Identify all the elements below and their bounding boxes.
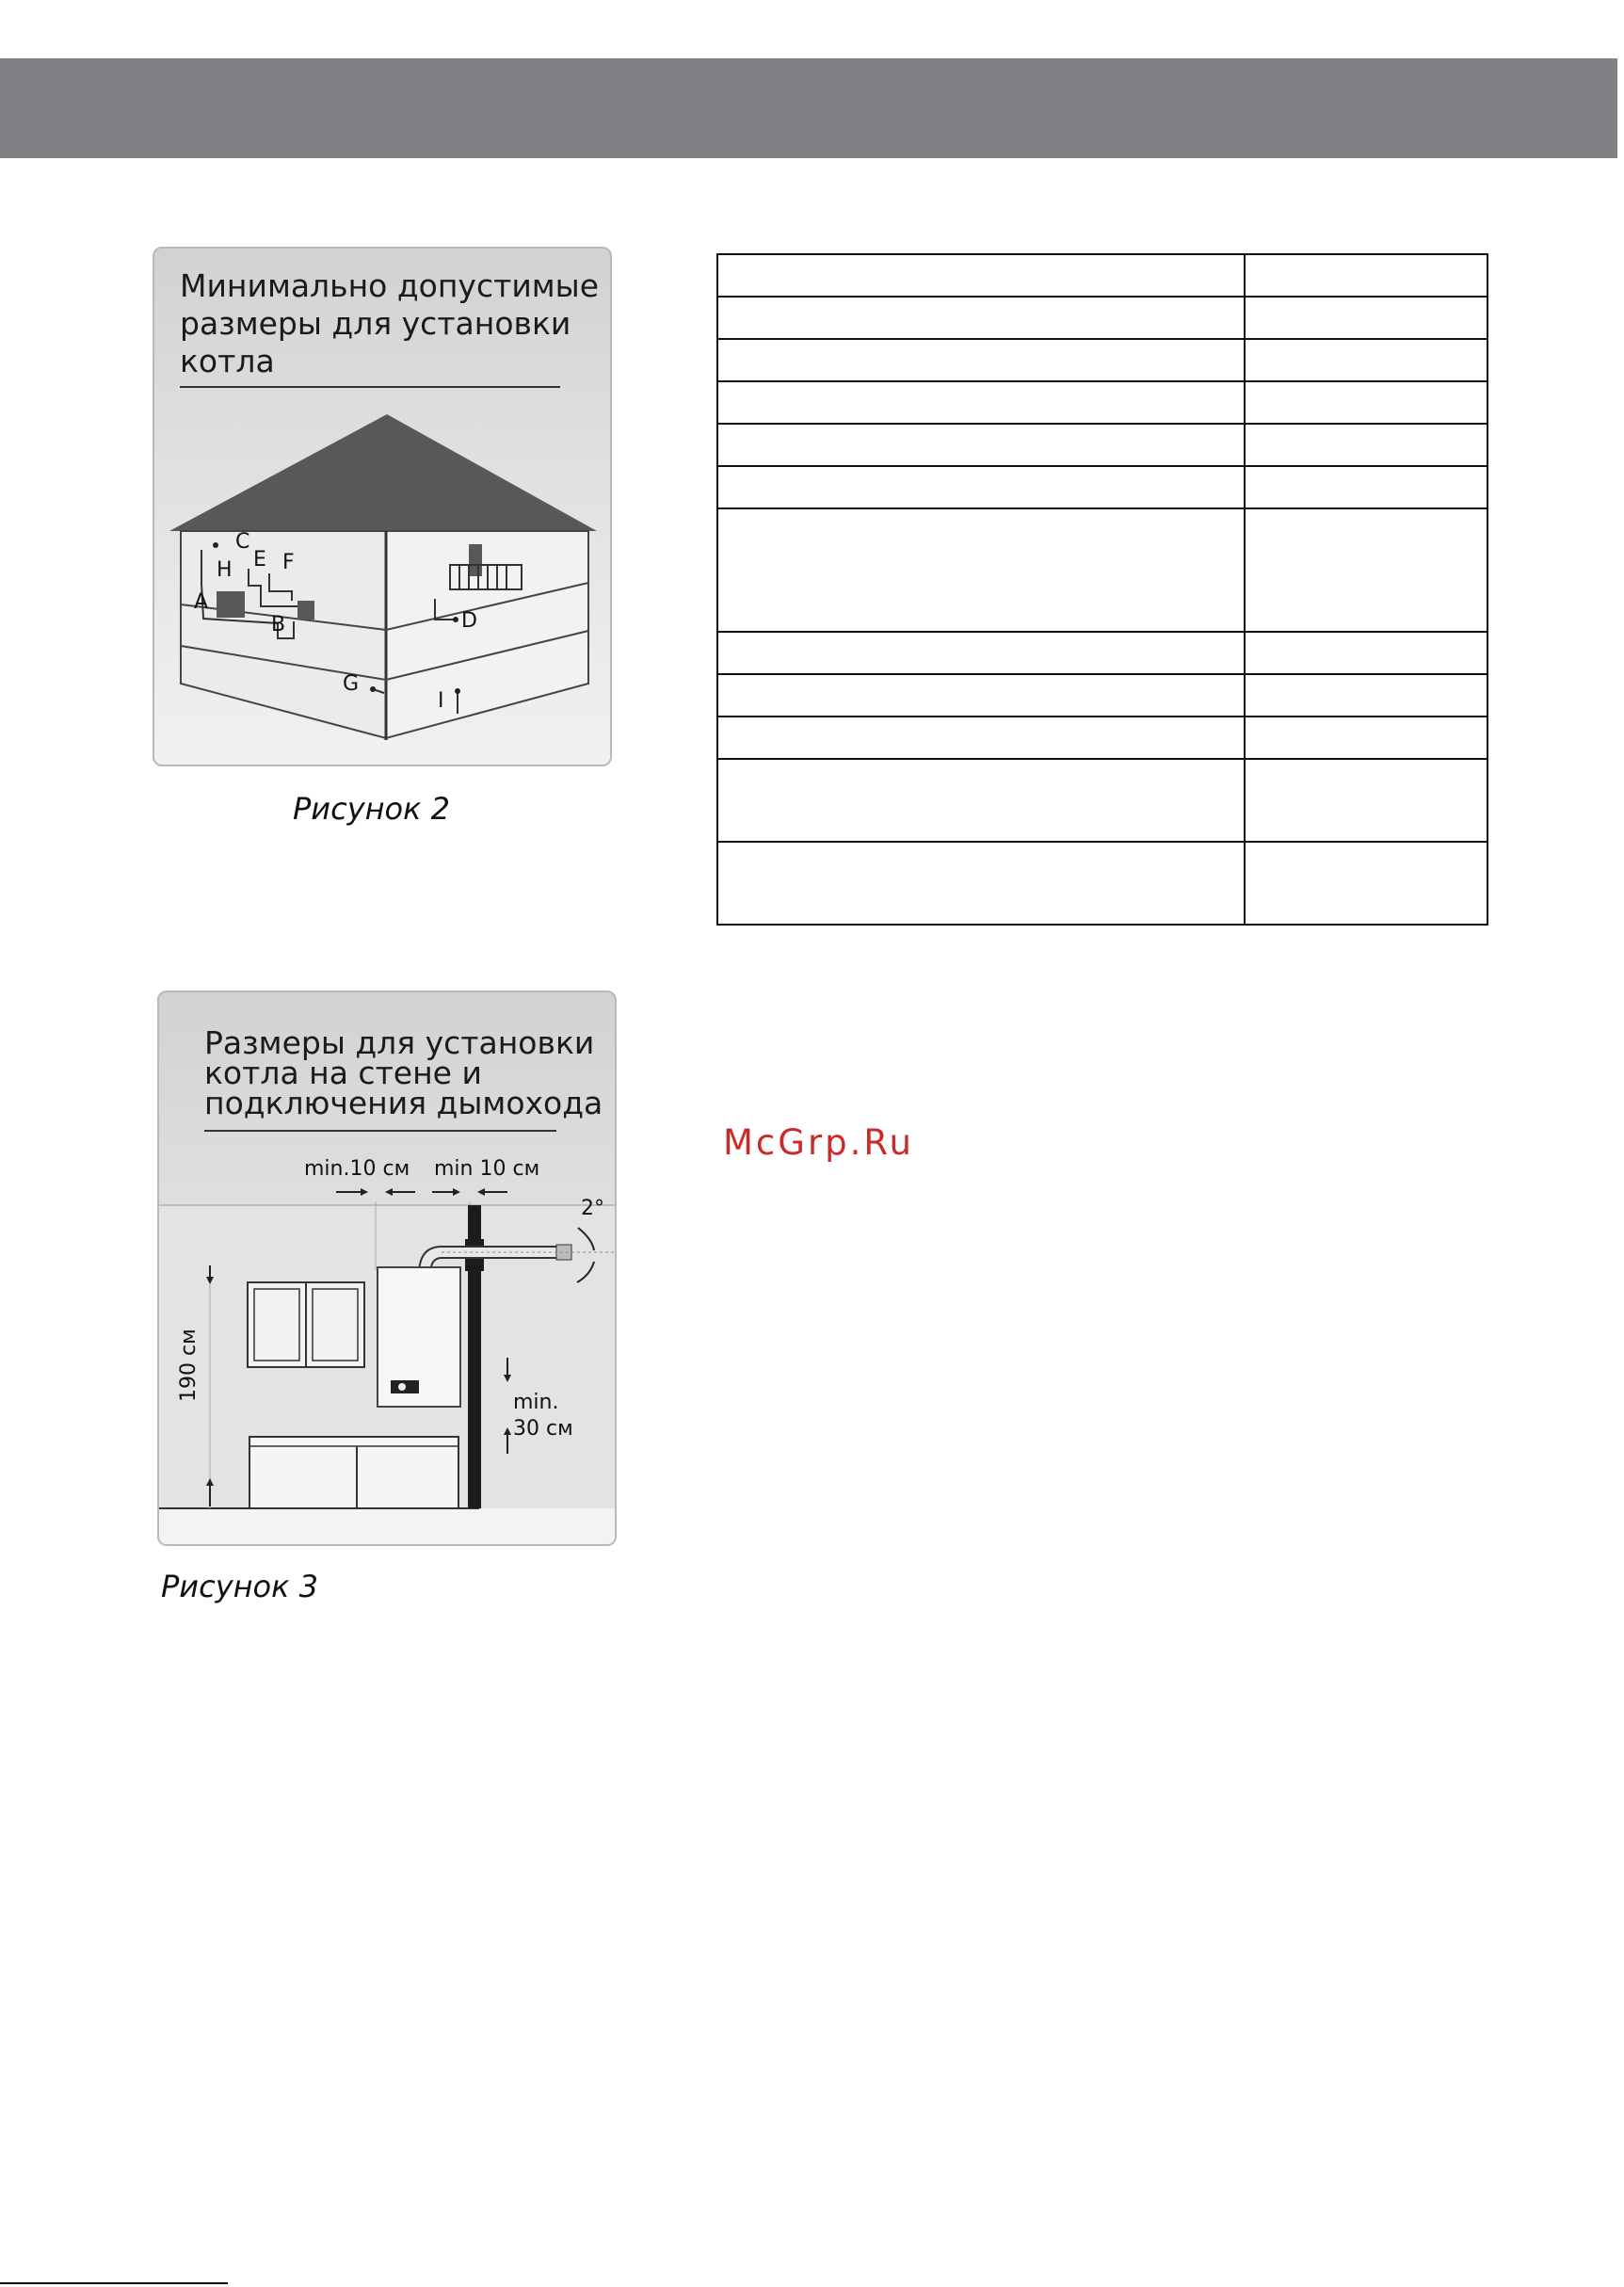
label-d: D [461, 609, 477, 633]
label-e: E [253, 548, 266, 572]
table-row [717, 424, 1487, 466]
window-f [297, 601, 314, 620]
house-right-wall [386, 531, 588, 738]
gap-left-label: min.10 см [304, 1157, 410, 1181]
table-row [717, 339, 1487, 381]
dimensions-table [716, 253, 1488, 926]
table-row [717, 508, 1487, 632]
table-row [717, 254, 1487, 297]
label-g: G [343, 672, 360, 696]
figure-3-caption: Рисунок 3 [161, 1569, 318, 1604]
angle-label: 2° [581, 1197, 604, 1220]
figure-3-title-line1: Размеры для установки [204, 1024, 595, 1061]
label-f: F [282, 551, 295, 574]
footer-rule [0, 2282, 228, 2284]
floor-strip [159, 1508, 615, 1544]
table-row [717, 759, 1487, 842]
house-roof [169, 414, 597, 531]
gap-right-label: min 10 см [434, 1157, 540, 1181]
label-c: C [235, 530, 250, 554]
table-row [717, 717, 1487, 759]
label-b: B [271, 613, 286, 636]
lower-cabinet [249, 1437, 458, 1508]
label-h: H [217, 558, 233, 582]
header-edge [1617, 58, 1621, 158]
figure-3-title-line3: подключения дымохода [204, 1085, 603, 1121]
table-row [717, 466, 1487, 508]
window-a [217, 591, 245, 618]
wall-mount-illustration [159, 992, 615, 1544]
height-label: 190 см [177, 1329, 201, 1402]
min-label-line2: 30 см [513, 1417, 573, 1441]
figure-2-title-line2: размеры для установки [180, 305, 571, 342]
table-row [717, 632, 1487, 674]
figure-2-caption: Рисунок 2 [293, 791, 450, 827]
label-a: A [194, 590, 209, 614]
table-row [717, 297, 1487, 339]
watermark: McGrp.Ru [723, 1122, 914, 1163]
table-row [717, 842, 1487, 925]
house-illustration [154, 249, 610, 765]
balcony-door [469, 544, 482, 576]
min-label-line1: min. [513, 1391, 559, 1414]
figure-2-panel [153, 247, 612, 766]
table-row [717, 381, 1487, 424]
label-i: I [438, 689, 444, 713]
table-row [717, 674, 1487, 717]
figure-3-title-line2: котла на стене и [204, 1055, 482, 1091]
figure-2-title-line3: котла [180, 343, 275, 379]
header-band [0, 58, 1621, 158]
figure-3-panel [157, 990, 617, 1546]
figure-2-title-line1: Минимально допустимые [180, 267, 600, 304]
